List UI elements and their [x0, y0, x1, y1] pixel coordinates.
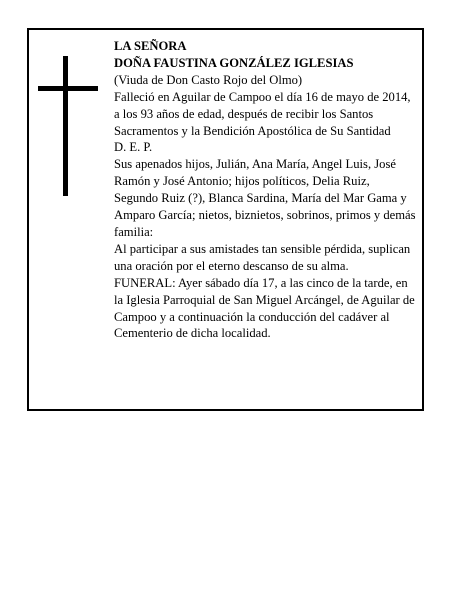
cross-vertical-bar — [63, 56, 68, 196]
request-paragraph: Al participar a sus amistades tan sensible pérdida, suplican una oración por el eterno descanso de su alma. — [114, 241, 411, 273]
notice-title: LA SEÑORA — [114, 39, 187, 53]
death-paragraph: Falleció en Aguilar de Campoo el día 16 de mayo de 2014, a los 93 años de edad, después de recibir los Santos Sacramentos y la Bendición Apostólica de Su Santidad — [114, 89, 411, 138]
rip-line: D. E. P. — [114, 140, 153, 155]
deceased-name: DOÑA FAUSTINA GONZÁLEZ IGLESIAS — [114, 55, 354, 70]
funeral-paragraph: FUNERAL: Ayer sábado día 17, a las cinco de la tarde, en la Iglesia Parroquial de San Miguel Arcángel, de Aguilar de Campoo y a continuación la conducción del cadáver al Cementerio de dicha localidad. — [114, 275, 415, 341]
widow-of-line: (Viuda de Don Casto Rojo del Olmo) — [114, 72, 303, 87]
family-paragraph: Sus apenados hijos, Julián, Ana María, Angel Luis, José Ramón y José Antonio; hijos políticos, Delia Ruiz, Segundo Ruiz (?), Blanca Sardina, María del Mar Gama y Amparo García; nietos, biznietos, sobrinos, primos y demás familia: — [114, 157, 416, 239]
obituary-text — [114, 38, 416, 342]
cross-horizontal-bar — [38, 86, 98, 91]
cross-icon — [38, 56, 98, 196]
